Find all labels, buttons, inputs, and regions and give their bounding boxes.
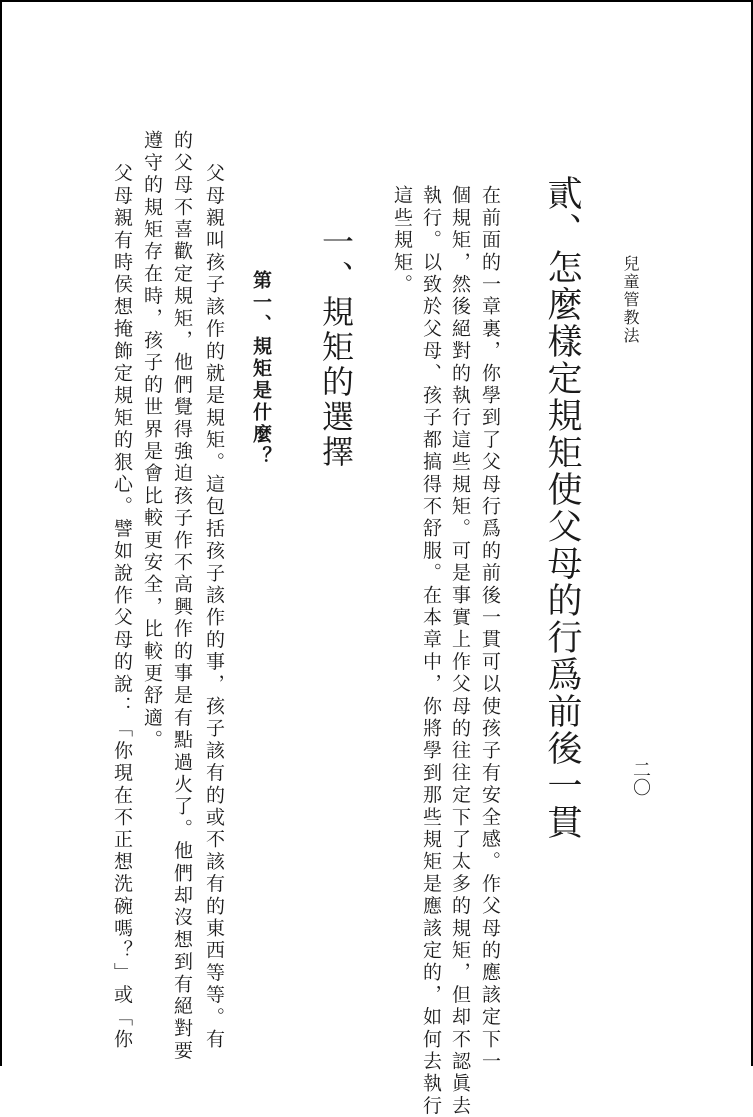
paragraph-line-4: 父母親有時侯想掩飾定規矩的狠心。譬如說作父母的說：「你現在不正想洗碗嗎？」或「你 — [111, 163, 133, 1051]
page-border-left — [0, 0, 2, 1066]
paragraph-line-3: 遵守的規矩存在時，孩子的世界是會比較更安全，比較更舒適。 — [141, 130, 163, 752]
paragraph-line-1: 父母親叫孩子該作的就是規矩。這包括孩子該作的事，孩子該有的或不該有的東西等等。有 — [203, 163, 225, 1051]
intro-line-1: 在前面的一章裏，你學到了父母行爲的前後一貫可以使孩子有安全感。作父母的應該定下一 — [479, 185, 501, 1073]
running-head: 兒童管教法 — [621, 255, 640, 345]
paragraph-line-2: 的父母不喜歡定規矩，他們覺得強迫孩子作不高興作的事是有點過火了。他們却沒想到有絕對要 — [171, 130, 193, 1063]
chapter-title: 貳、怎麼樣定規矩使父母的行爲前後一貫 — [542, 175, 582, 841]
subsection-title: 第一、規矩是什麼？ — [250, 270, 272, 468]
intro-line-2: 個規矩，然後絕對的執行這些規矩。可是事實上作父母的往往定下了太多的規矩，但却不認眞去 — [449, 185, 471, 1117]
page-border-top — [0, 0, 753, 2]
intro-line-4: 這些規矩。 — [391, 185, 413, 296]
section-title: 一、規矩的選擇 — [317, 225, 355, 470]
intro-line-3: 執行。以致於父母、孩子都搞得不舒服。在本章中，你將學到那些規矩是應該定的，如何去執行 — [420, 185, 442, 1117]
page-number: 二〇 — [630, 760, 651, 796]
